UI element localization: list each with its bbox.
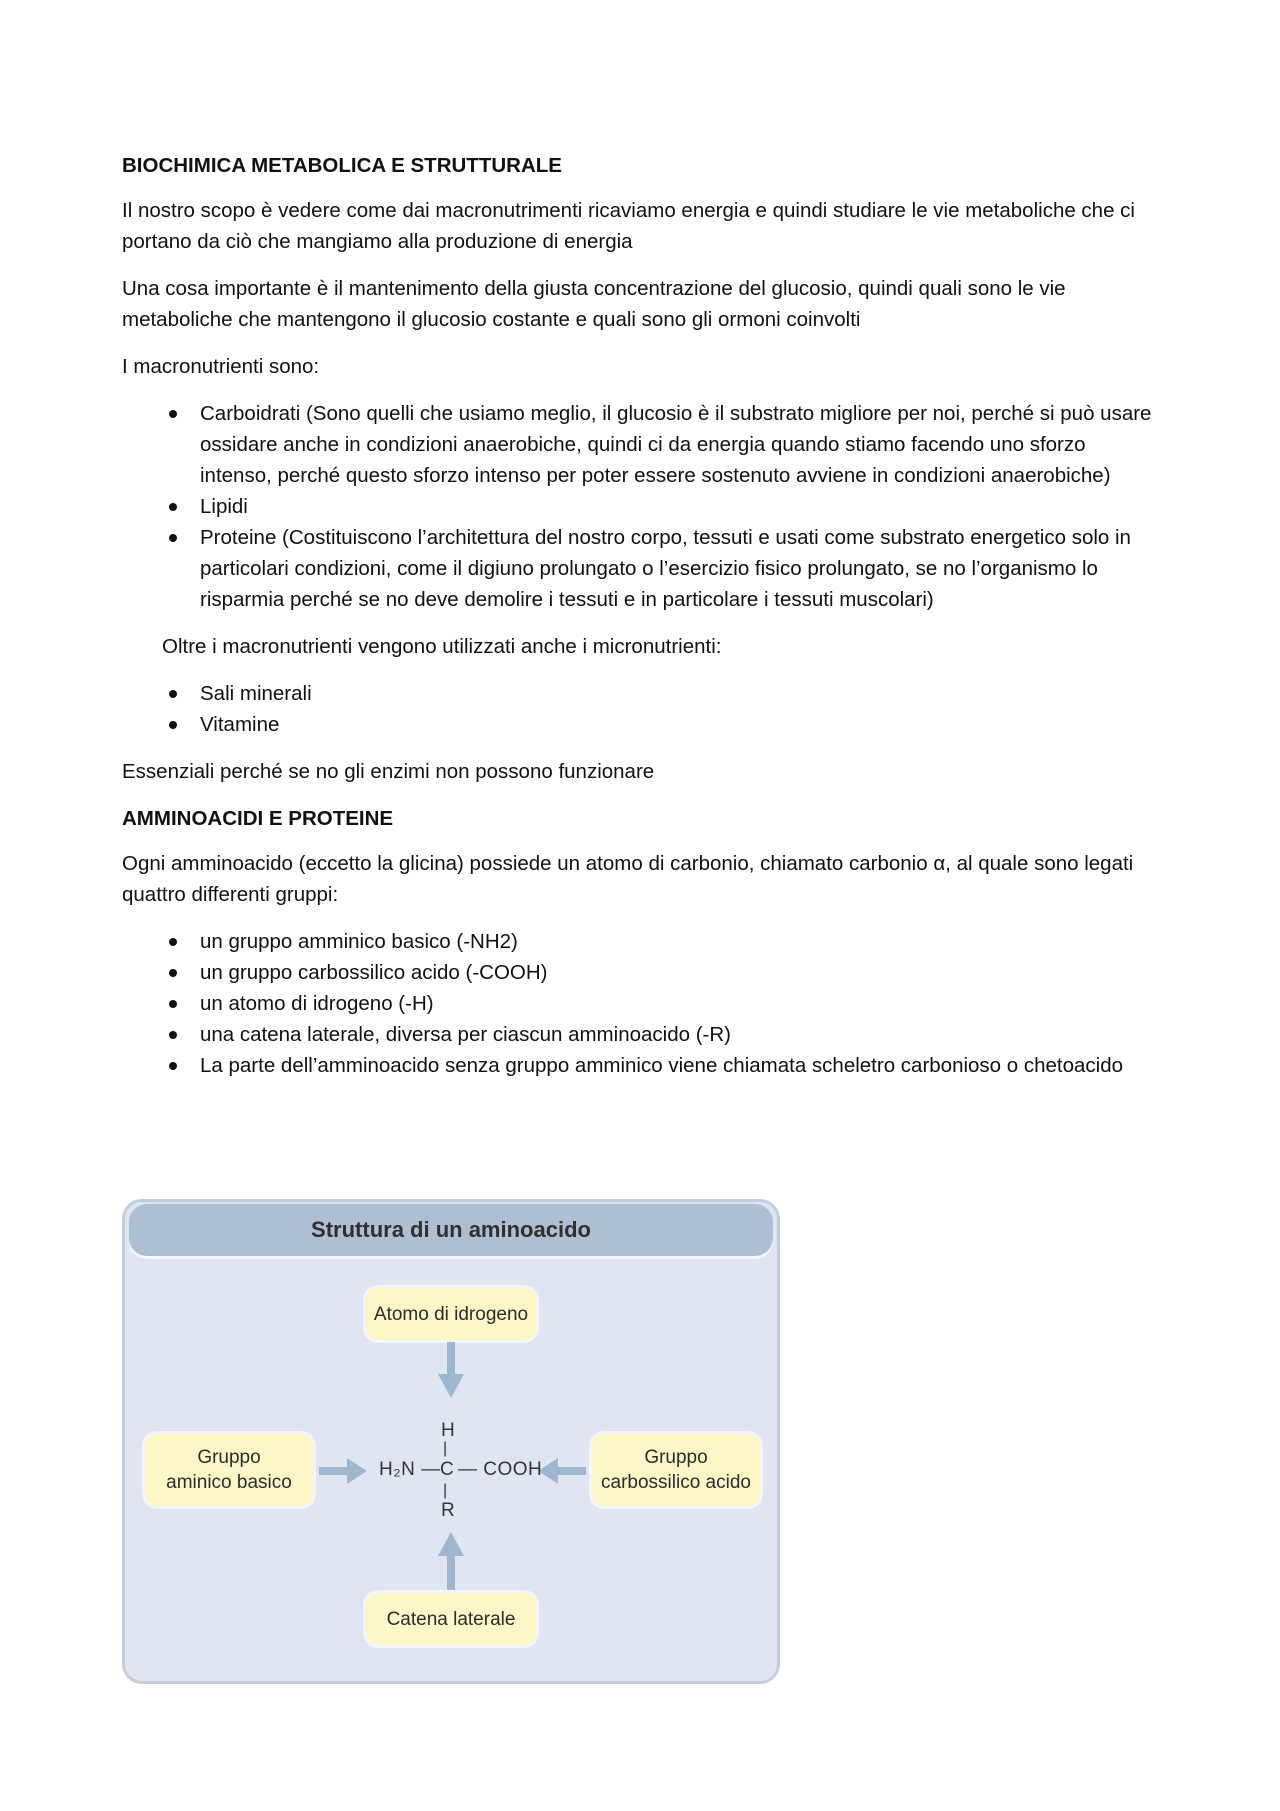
arrow-left-icon [536,1456,586,1486]
list-item: un gruppo amminico basico (-NH2) [200,926,1162,957]
amino-acid-structure-figure [122,1199,780,1684]
list-item: un gruppo carbossilico acido (-COOH) [200,957,1162,988]
formula-r: R [441,1500,456,1521]
heading-biochimica: BIOCHIMICA METABOLICA E STRUTTURALE [122,154,562,177]
list-item: una catena laterale, diversa per ciascun amminoacido (-R) [200,1019,1162,1050]
paragraph-carbonio-alfa: Ogni amminoacido (eccetto la glicina) possiede un atomo di carbonio, chiamato carbonio α, al quale sono legati quattro differenti gruppi: [122,852,1134,906]
label-gruppo-amminico [145,1434,313,1506]
paragraph-micronutrienti-intro: Oltre i macronutrienti vengono utilizzati anche i micronutrienti: [162,635,722,658]
formula-cooh: — COOH [458,1459,543,1480]
list-item: La parte dell’amminoacido senza gruppo amminico viene chiamata scheletro carbonioso o chetoacido [200,1050,1162,1081]
formula-h: H [441,1420,456,1441]
formula-bond-top: | [443,1440,448,1457]
label-gruppo-amminico-line1: Gruppo [197,1447,261,1468]
arrow-right-icon [319,1456,369,1486]
paragraph-macronutrienti-intro: I macronutrienti sono: [122,355,320,378]
paragraph-essenziali: Essenziali perché se no gli enzimi non possono funzionare [122,760,655,783]
label-catena-laterale: Catena laterale [366,1593,536,1645]
list-macronutrienti [122,398,1162,615]
label-atomo-idrogeno: Atomo di idrogeno [366,1288,536,1340]
formula-h2n: H₂N — [379,1459,441,1480]
document-body [122,150,1162,1097]
paragraph-glucosio: Una cosa importante è il mantenimento della giusta concentrazione del glucosio, quindi quali sono le vie metaboliche che mantengono il glucosio costante e quali sono gli ormoni coinvolti [122,277,1066,331]
label-gruppo-carbossilico-line2: carbossilico acido [601,1472,751,1493]
list-micronutrienti [122,678,1162,740]
figure-title: Struttura di un aminoacido [129,1204,773,1256]
label-gruppo-carbossilico-line1: Gruppo [644,1447,708,1468]
list-gruppi [122,926,1162,1081]
list-item: Proteine (Costituiscono l’architettura del nostro corpo, tessuti e usati come substrato energetico solo in particolari condizioni, come il digiuno prolungato o l’esercizio fisico prolungato, se no l’organismo lo risparmia perché se no deve demolire i tessuti e in particolare i tessuti muscolari) [200,522,1162,615]
arrow-up-icon [436,1532,466,1592]
arrow-down-icon [436,1342,466,1402]
label-gruppo-carbossilico [592,1434,760,1506]
list-item: Lipidi [200,491,1162,522]
list-item: Carboidrati (Sono quelli che usiamo meglio, il glucosio è il substrato migliore per noi, perché si può usare ossidare anche in condizioni anaerobiche, quindi ci da energia quando stiamo facendo uno sforzo intenso, perché questo sforzo intenso per poter essere sostenuto avviene in condizioni anaerobiche) [200,398,1162,491]
list-item: un atomo di idrogeno (-H) [200,988,1162,1019]
formula-carbon: C [440,1459,455,1480]
list-item: Sali minerali [200,678,1162,709]
label-gruppo-amminico-line2: aminico basico [166,1472,292,1493]
formula-bond-bottom: | [443,1482,448,1499]
heading-amminoacidi: AMMINOACIDI E PROTEINE [122,807,394,830]
list-item: Vitamine [200,709,1162,740]
paragraph-scopo: Il nostro scopo è vedere come dai macronutrimenti ricaviamo energia e quindi studiare le vie metaboliche che ci portano da ciò che mangiamo alla produzione di energia [122,199,1135,253]
